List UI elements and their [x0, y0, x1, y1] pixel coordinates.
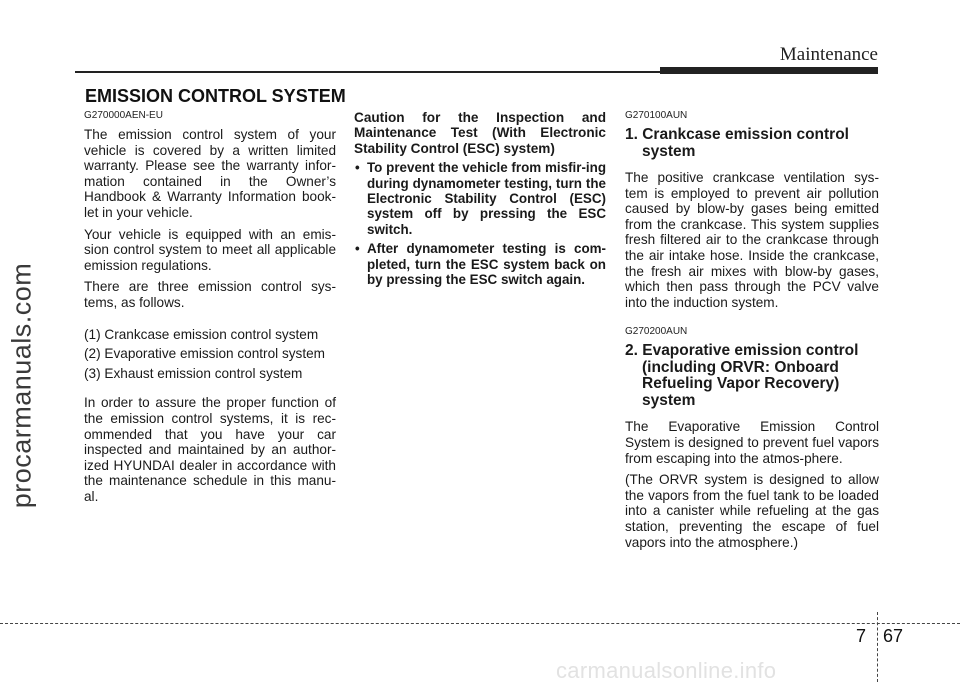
page-number: 67	[883, 626, 904, 646]
side-watermark	[2, 125, 42, 645]
list-item: (3) Exhaust emission control system	[84, 365, 303, 381]
list-item: (1) Crankcase emission control system	[84, 326, 319, 342]
page-header-title: Maintenance	[779, 44, 878, 65]
section-code: G270100AUN	[625, 110, 688, 121]
caution-bullet: • After dynamometer testing is com-pleted, turn the ESC system back on by pressing the ESC switch again.	[354, 241, 606, 287]
list-item: (2) Evaporative emission control system	[84, 346, 325, 362]
equipment-paragraph: Your vehicle is equipped with an emis-sion control system to meet all applicable emission regulations.	[84, 226, 336, 273]
maintenance-paragraph: In order to assure the proper function of the emission control systems, it is rec-ommended that you have your car inspected and maintained by an author-ized HYUNDAI dealer in accordance with the maintenance schedule in this manu-al.	[84, 395, 336, 504]
crankcase-heading: 1. Crankcase emission control system	[625, 126, 849, 160]
evaporative-heading: 2. Evaporative emission control (including ORVR: Onboard Refueling Vapor Recovery) system	[625, 342, 859, 409]
caution-bullet-list	[354, 160, 606, 287]
column-1	[84, 110, 336, 510]
column-2	[354, 110, 606, 291]
column-3	[625, 110, 879, 556]
section-title: EMISSION CONTROL SYSTEM	[85, 86, 346, 106]
footer-divider	[877, 612, 878, 682]
side-watermark-text: procarmanuals.com	[6, 262, 37, 508]
footer-rule	[0, 623, 960, 624]
warranty-paragraph: The emission control system of your vehicle is covered by a written limited warranty. Please see the warranty infor-mation contained in the Owner’s Handbook & Warranty Information book-let in your vehicle.	[84, 127, 336, 220]
header-rule-accent	[660, 67, 878, 74]
orvr-paragraph: (The ORVR system is designed to allow the vapors from the fuel tank to be loaded into a canister while refueling at the gas station, preventing the escape of fuel vapors into the atmosphere.)	[625, 472, 879, 550]
crankcase-paragraph: The positive crankcase ventilation sys-tem is employed to prevent air pollution caused by blow-by gases being emitted from the crankcase. This system supplies fresh filtered air to the crankcase through the air intake hose. Inside the crankcase, the fresh air mixes with blow-by gases, which then pass through the PCV valve into the induction system.	[625, 170, 879, 310]
bottom-watermark: carmanualsonline.info	[556, 658, 777, 683]
section-code: G270200AUN	[625, 326, 688, 338]
section-code: G270000AEN-EU	[84, 110, 163, 121]
header-rule	[75, 71, 660, 73]
chapter-number: 7	[856, 626, 867, 646]
systems-intro-paragraph: There are three emission control sys-tems, as follows.	[84, 279, 336, 310]
caution-bullet: • To prevent the vehicle from misfir-ing during dynamometer testing, turn the Electronic Stability Control (ESC) system off by pressing the ESC switch.	[354, 160, 606, 237]
caution-title: Caution for the Inspection and Maintenance Test (With Electronic Stability Control (ESC) system)	[354, 110, 606, 156]
evaporative-paragraph: The Evaporative Emission Control System is designed to prevent fuel vapors from escaping into the atmos-phere.	[625, 419, 879, 466]
